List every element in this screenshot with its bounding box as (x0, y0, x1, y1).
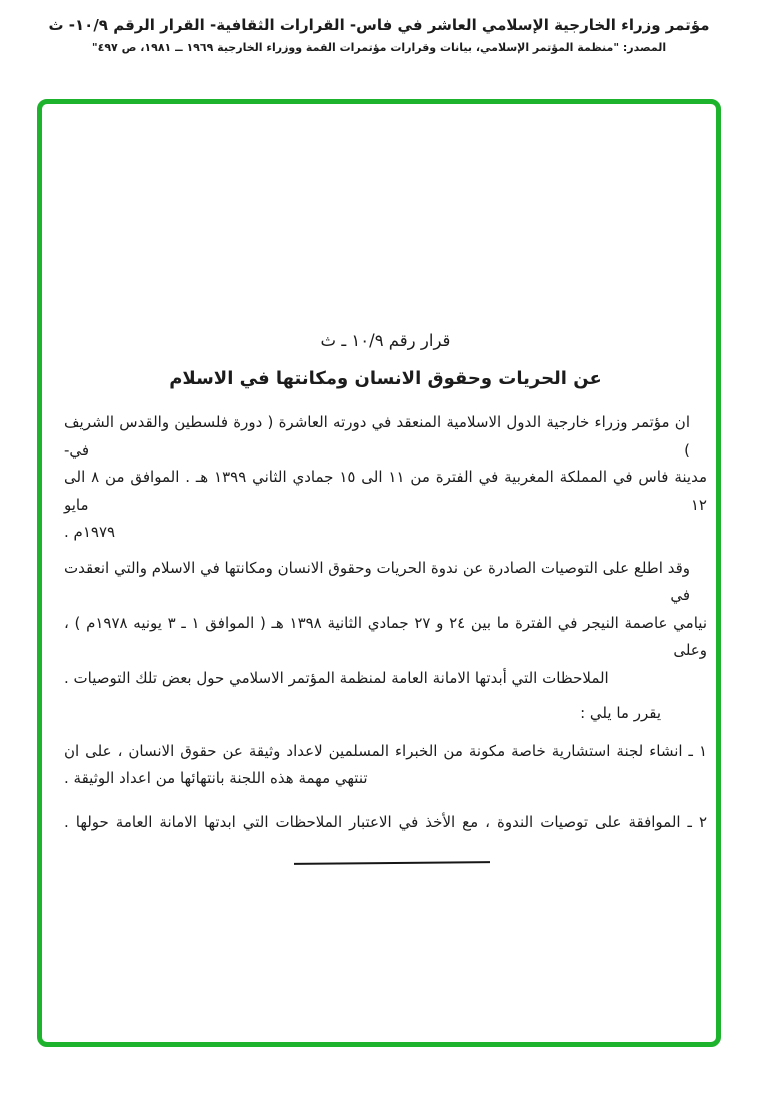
paragraph2-line2: نيامي عاصمة النيجر في الفترة ما بين ٢٤ و ٢٧ جمادي الثانية ١٣٩٨ هـ ( الموافق ١ ـ ٣ يونيه ١٩٧٨م ) ، وعلى (64, 613, 707, 659)
page-header (0, 16, 758, 54)
end-divider-line (294, 861, 490, 865)
item1-line2: تنتهي مهمة هذه اللجنة بانتهائها من اعداد الوثيقة . (64, 769, 368, 787)
paragraph1-line2: مدينة فاس في المملكة المغربية في الفترة من ١١ الى ١٥ جمادي الثاني ١٣٩٩ هـ . الموافق من ٨ الى ١٢ مايو (64, 468, 707, 514)
document-content (42, 104, 716, 864)
decree-intro-line: يقرر ما يلي : (580, 704, 661, 722)
paragraph2-line1: وقد اطلع على التوصيات الصادرة عن ندوة الحريات وحقوق الانسان ومكانتها في الاسلام والتي انعقدت في (64, 558, 690, 604)
paragraph1-line1: ان مؤتمر وزراء خارجية الدول الاسلامية المنعقد في دورته العاشرة ( دورة فلسطين والقدس الشريف ) في- (64, 413, 690, 459)
item1-line1: ١ ـ انشاء لجنة استشارية خاصة مكونة من الخبراء المسلمين لاعداد وثيقة عن حقوق الانسان ، على ان (64, 741, 707, 760)
preamble-paragraph-1 (64, 409, 707, 547)
paragraph2-line3: الملاحظات التي أبدتها الامانة العامة لمنظمة المؤتمر الاسلامي حول بعض تلك التوصيات . (64, 668, 609, 687)
preamble-paragraph-2 (64, 555, 707, 693)
paragraph1-line3: ١٩٧٩م . (64, 523, 116, 541)
resolution-item-1 (64, 738, 707, 793)
resolution-subject-title: عن الحريات وحقوق الانسان ومكانتها في الاسلام (169, 368, 602, 389)
document-border-box (37, 99, 721, 1047)
resolution-item-2 (64, 809, 707, 837)
item2-line1: ٢ ـ الموافقة على توصيات الندوة ، مع الأخذ في الاعتبار الملاحظات التي ابدتها الامانة العامة حولها . (64, 812, 707, 831)
resolution-number-title: قرار رقم ١٠/٩ ـ ث (320, 331, 451, 350)
header-source-line: المصدر: "منظمة المؤتمر الإسلامي، بيانات وقرارات مؤتمرات القمة ووزراء الخارجية ١٩٦٩ ــ ١٩٨١، ص ٤٩٧" (91, 41, 667, 54)
header-citation-line: مؤتمر وزراء الخارجية الإسلامي العاشر في فاس- القرارات الثقافية- القرار الرقم ١٠/٩- ث (48, 16, 710, 34)
